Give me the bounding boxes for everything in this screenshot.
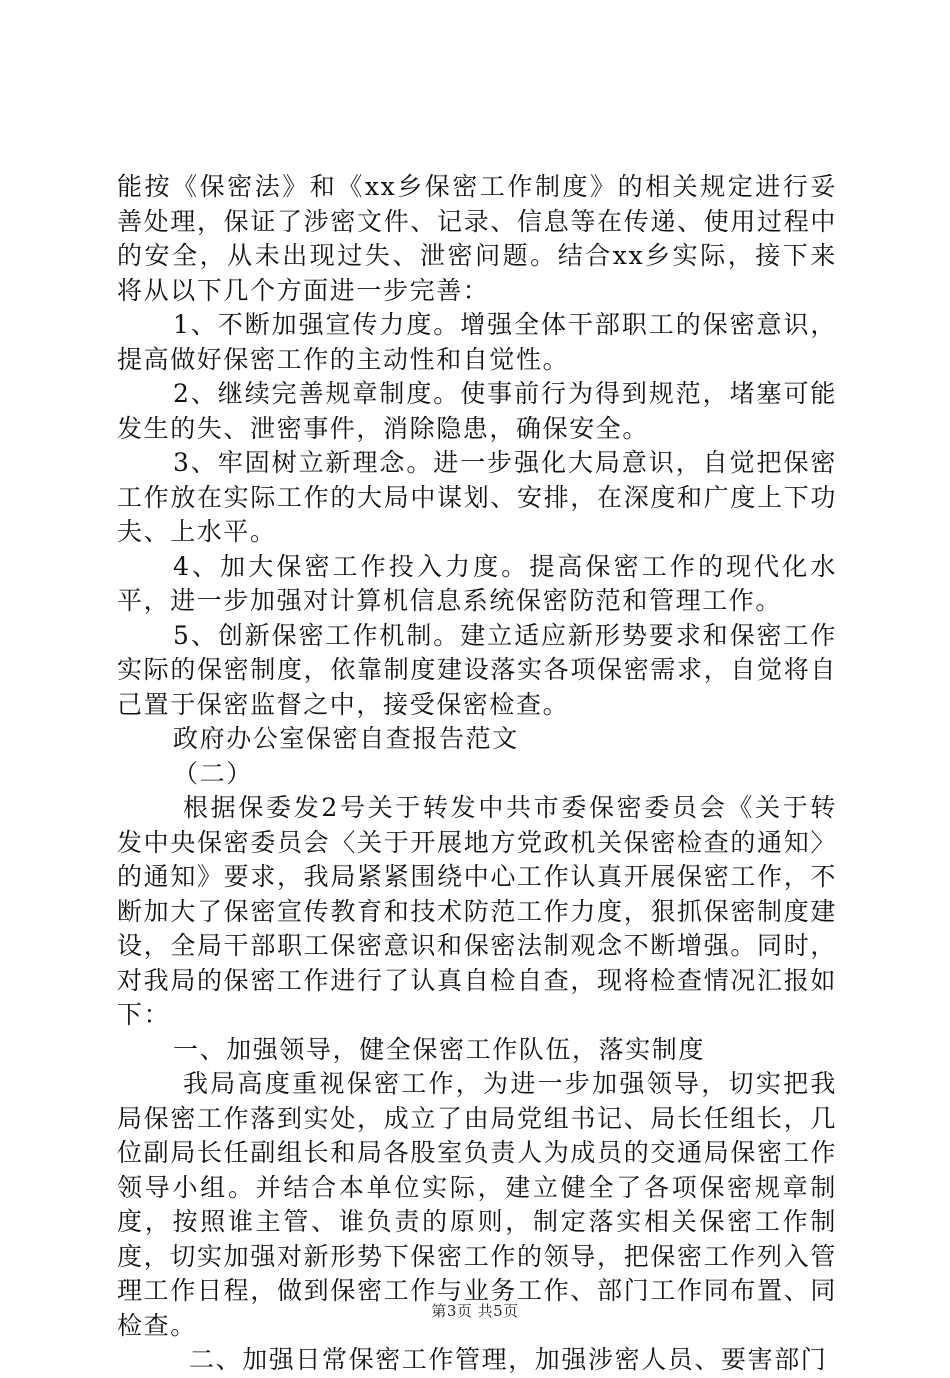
- paragraph-part-1: 我局高度重视保密工作，为进一步加强领导，切实把我局保密工作落到实处，成立了由局党组书记、局长任组长，几位副局长任副组长和局各股室负责人为成员的交通局保密工作领导小组。并结合本单位实际，建立健全了各项保密规章制度，按照谁主管、谁负责的原则，制定落实相关保密工作制度，切实加强对新形势下保密工作的领导，把保密工作列入管理工作日程，做到保密工作与业务工作、部门工作同布置、同检查。: [117, 1069, 837, 1340]
- document-body: [117, 170, 837, 1378]
- paragraph-item-5: 5、创新保密工作机制。建立适应新形势要求和保密工作实际的保密制度，依靠制度建设落实各项保密需求，自觉将自己置于保密监督之中，接受保密检查。: [117, 620, 837, 719]
- paragraph-item-1: 1、不断加强宣传力度。增强全体干部职工的保密意识，提高做好保密工作的主动性和自觉性。: [117, 310, 837, 374]
- heading-part-2: 二、加强日常保密工作管理，加强涉密人员、要害部门: [189, 1345, 828, 1374]
- page-footer: 第3页 共5页: [431, 1302, 519, 1320]
- paragraph-item-3: 3、牢固树立新理念。进一步强化大局意识，自觉把保密工作放在实际工作的大局中谋划、安排，在深度和广度上下功夫、上水平。: [117, 448, 837, 546]
- paragraph-intro: 能按《保密法》和《xx乡保密工作制度》的相关规定进行妥善处理，保证了涉密文件、记录、信息等在传递、使用过程中的安全，从未出现过失、泄密问题。结合xx乡实际，接下来将从以下几个方面进一步完善：: [117, 172, 837, 305]
- section-title: 政府办公室保密自查报告范文: [173, 724, 519, 753]
- heading-part-1: 一、加强领导，健全保密工作队伍，落实制度: [173, 1034, 706, 1064]
- paragraph-item-2: 2、继续完善规章制度。使事前行为得到规范，堵塞可能发生的失、泄密事件，消除隐患，确保安全。: [117, 379, 837, 443]
- section-number: （二）: [173, 758, 253, 788]
- paragraph-item-4: 4、加大保密工作投入力度。提高保密工作的现代化水平，进一步加强对计算机信息系统保密防范和管理工作。: [117, 551, 837, 615]
- paragraph-report-intro: 根据保委发2号关于转发中共市委保密委员会《关于转发中央保密委员会〈关于开展地方党政机关保密检查的通知〉的通知》要求，我局紧紧围绕中心工作认真开展保密工作，不断加大了保密宣传教育和技术防范工作力度，狠抓保密制度建设，全局干部职工保密意识和保密法制观念不断增强。同时，对我局的保密工作进行了认真自检自查，现将检查情况汇报如下：: [117, 793, 837, 1029]
